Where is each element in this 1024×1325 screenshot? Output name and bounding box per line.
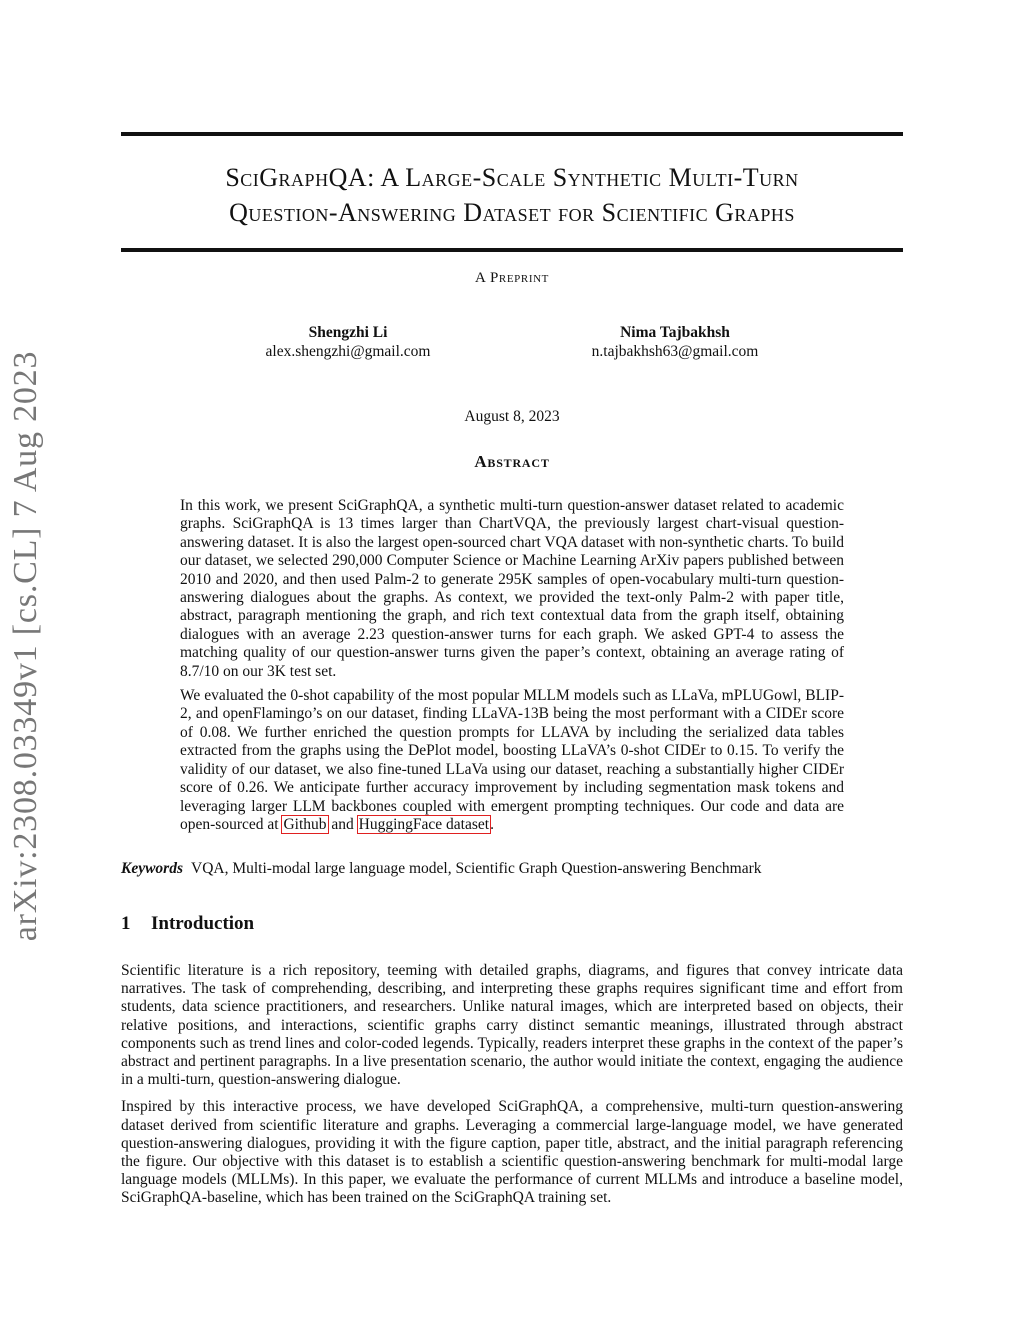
preprint-label: A Preprint [475,270,549,286]
abstract-paragraph-2-text: We evaluated the 0-shot capability of the most popular MLLM models such as LLaVa, mPLUGowl, BLIP-2, and openFlamingo’s on our dataset, finding LLaVA-13B being the most performant with a CIDEr score of 0.08. We further enriched the question prompts for LLAVA by including the serialized data tables extracted from the graphs using the DePlot model, boosting LLaVA’s 0-shot CIDEr to 0.15. To verify the validity of our dataset, we also fine-tuned LLaVa using our dataset, reaching a substantially higher CIDEr score of 0.26. We anticipate further accuracy improvement by including segmentation mask tokens and leveraging larger LLM backbones coupled with emergent prompting techniques. Our code and data are open-sourced at [180,687,844,833]
huggingface-dataset-link[interactable]: HuggingFace dataset [358,815,490,833]
author-block-1 [248,323,448,361]
paper-title [121,160,903,230]
arxiv-id-text: arXiv:2308.03349v1 [cs.CL] 7 Aug 2023 [7,350,44,942]
publication-date: August 8, 2023 [464,408,560,425]
abstract-paragraph-2-end: . [490,815,494,833]
paper-title-line-2: Question-Answering Dataset for Scientific Graphs [229,198,795,227]
author-email[interactable]: n.tajbakhsh63@gmail.com [591,343,759,360]
introduction-body [121,962,903,1217]
section-heading [121,913,254,935]
abstract-body [180,497,844,840]
link-joiner: and [331,815,354,833]
intro-paragraph-1: Scientific literature is a rich repository, teeming with detailed graphs, diagrams, and figures that convey intricate data narratives. The task of comprehending, describing, and interpreting these graphs requires significant time and effort from students, data science practitioners, and researchers. Unlike natural images, which are interpreted based on objects, their relative positions, and interactions, scientific graphs carry distinct semantic meanings, illustrated through abstract components such as trend lines and color-coded legends. Typically, readers interpret these graphs in the context of the paper’s abstract and pertinent paragraphs. In a live presentation scenario, the author would initiate the context, engaging the audience in a multi-turn, question-answering dialogue. [121,962,903,1089]
title-rule-top [121,132,903,136]
author-email[interactable]: alex.shengzhi@gmail.com [265,343,431,360]
section-title: Introduction [151,913,255,934]
author-name: Shengzhi Li [308,324,388,341]
abstract-heading: Abstract [474,452,550,471]
title-rule-bottom [121,248,903,252]
github-link[interactable]: Github [283,815,327,833]
keywords-label: Keywords [121,860,183,877]
keywords-text: VQA, Multi-modal large language model, Scientific Graph Question-answering Benchmark [191,860,762,877]
section-number: 1 [121,913,131,934]
author-name: Nima Tajbakhsh [620,324,730,341]
paper-title-line-1: SciGraphQA: A Large-Scale Synthetic Multi-Turn [225,163,799,192]
intro-paragraph-2: Inspired by this interactive process, we have developed SciGraphQA, a comprehensive, multi-turn question-answering dataset derived from scientific literature and graphs. Leveraging a commercial large-language model, we have generated question-answering dialogues, providing it with the figure caption, paper title, abstract, and the initial paragraph referencing the figure. Our objective with this dataset is to establish a scientific question-answering benchmark for multi-modal large language models (MLLMs). In this paper, we evaluate the performance of current MLLMs and introduce a baseline model, SciGraphQA-baseline, which has been trained on the SciGraphQA training set. [121,1098,903,1207]
author-block-2 [575,323,775,361]
abstract-paragraph-1: In this work, we present SciGraphQA, a synthetic multi-turn question-answer dataset related to academic graphs. SciGraphQA is 13 times larger than ChartVQA, the previously largest chart-visual question-answering dataset. It is also the largest open-sourced chart VQA dataset with non-synthetic charts. To build our dataset, we selected 290,000 Computer Science or Machine Learning ArXiv papers published between 2010 and 2020, and then used Palm-2 to generate 295K samples of open-vocabulary multi-turn question-answering dialogues about the graphs. As context, we provided the text-only Palm-2 with paper title, abstract, paragraph mentioning the graph, and rich text contextual data from the graph itself, obtaining dialogues with an average 2.23 question-answer turns for each graph. We asked GPT-4 to assess the matching quality of our question-answer turns given the paper’s context, obtaining an average rating of 8.7/10 on our 3K test set. [180,497,844,680]
keywords-line [121,860,903,878]
abstract-paragraph-2 [180,687,844,834]
